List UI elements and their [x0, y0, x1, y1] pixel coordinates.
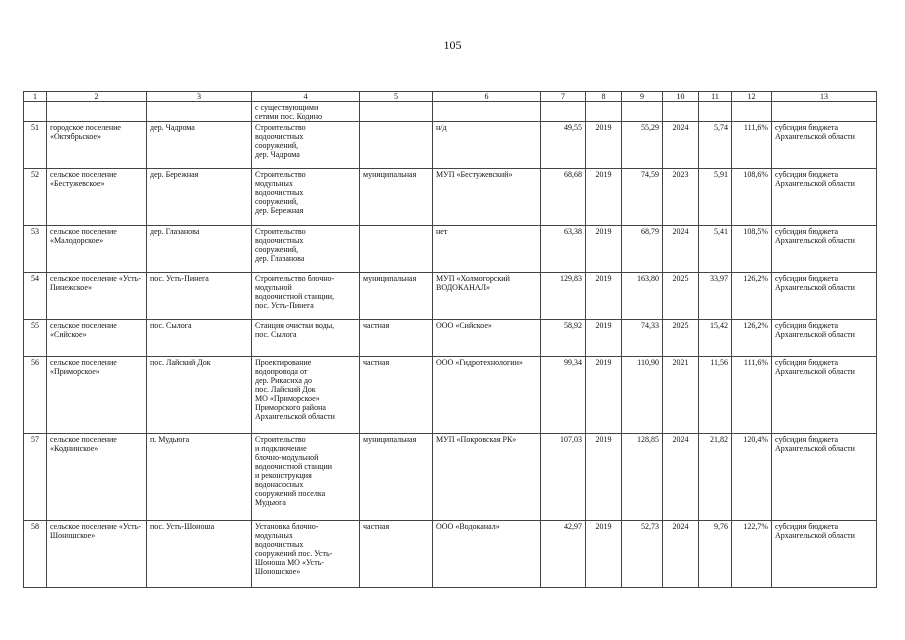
cell-col-9: [622, 102, 663, 122]
cell-line: водопровода от: [255, 367, 308, 376]
cell-line: пос. Усть-Пинега: [255, 301, 314, 310]
cell-line: МО «Приморское»: [255, 394, 320, 403]
cell-col-3: пос. Лайский Док: [147, 357, 252, 434]
cell-col-7: 68,68: [541, 169, 586, 226]
cell-col-5: [360, 226, 433, 273]
cell-col-12: 126,2%: [732, 320, 772, 357]
table-row: [24, 320, 877, 357]
cell-line: водоочистной станции: [255, 462, 333, 471]
cell-col-6: МУП «Холмогорский ВОДОКАНАЛ»: [433, 273, 541, 320]
column-header-12: 12: [732, 92, 772, 102]
cell-col-4: [252, 273, 360, 320]
cell-col-11: 9,76: [699, 521, 732, 588]
cell-col-7: 49,55: [541, 122, 586, 169]
cell-col-8: [586, 102, 622, 122]
cell-col-1: 56: [24, 357, 47, 434]
column-header-4: 4: [252, 92, 360, 102]
table-row: [24, 521, 877, 588]
cell-line: с существующими: [255, 103, 319, 112]
table-row: [24, 102, 877, 122]
cell-line: пос. Сылога: [255, 330, 297, 339]
cell-col-10: 2023: [663, 169, 699, 226]
cell-col-13: субсидия бюджета Архангельской области: [772, 169, 877, 226]
cell-col-12: 126,2%: [732, 273, 772, 320]
cell-col-9: 55,29: [622, 122, 663, 169]
cell-col-12: 111,6%: [732, 122, 772, 169]
cell-line: сооружений пос. Усть-: [255, 549, 333, 558]
cell-col-4: [252, 434, 360, 521]
cell-col-10: 2025: [663, 273, 699, 320]
cell-col-13: субсидия бюджета Архангельской области: [772, 357, 877, 434]
column-header-3: 3: [147, 92, 252, 102]
cell-col-2: сельское поселение «Приморское»: [47, 357, 147, 434]
cell-col-12: 111,6%: [732, 357, 772, 434]
cell-col-1: 57: [24, 434, 47, 521]
cell-col-13: субсидия бюджета Архангельской области: [772, 273, 877, 320]
cell-col-10: [663, 102, 699, 122]
table-row: [24, 122, 877, 169]
cell-col-4: [252, 357, 360, 434]
cell-col-4: [252, 226, 360, 273]
cell-col-2: сельское поселение «Малодорское»: [47, 226, 147, 273]
data-table: [23, 91, 877, 588]
cell-line: водонасосных: [255, 480, 304, 489]
column-header-7: 7: [541, 92, 586, 102]
cell-col-13: субсидия бюджета Архангельской области: [772, 434, 877, 521]
column-header-5: 5: [360, 92, 433, 102]
cell-col-1: [24, 102, 47, 122]
cell-line: дер. Рикасиха до: [255, 376, 313, 385]
cell-line: сооружений,: [255, 141, 299, 150]
cell-col-13: [772, 102, 877, 122]
cell-col-8: 2019: [586, 226, 622, 273]
column-header-11: 11: [699, 92, 732, 102]
cell-line: Строительство: [255, 435, 306, 444]
cell-col-11: 21,82: [699, 434, 732, 521]
cell-line: водоочистных: [255, 132, 304, 141]
cell-col-10: 2024: [663, 226, 699, 273]
cell-line: водоочистных: [255, 236, 304, 245]
cell-col-11: 15,42: [699, 320, 732, 357]
cell-col-4: [252, 521, 360, 588]
cell-line: Установка блочно-: [255, 522, 319, 531]
cell-col-9: 110,90: [622, 357, 663, 434]
cell-col-13: субсидия бюджета Архангельской области: [772, 226, 877, 273]
cell-col-12: [732, 102, 772, 122]
cell-line: модульных: [255, 531, 293, 540]
cell-col-8: 2019: [586, 273, 622, 320]
cell-col-1: 55: [24, 320, 47, 357]
cell-line: водоочистных: [255, 540, 304, 549]
cell-col-1: 58: [24, 521, 47, 588]
cell-col-9: 68,79: [622, 226, 663, 273]
cell-line: Строительство: [255, 170, 306, 179]
cell-col-13: субсидия бюджета Архангельской области: [772, 521, 877, 588]
cell-line: пос. Лайский Док: [255, 385, 316, 394]
cell-col-2: сельское поселение «Сийское»: [47, 320, 147, 357]
cell-col-7: 99,34: [541, 357, 586, 434]
cell-col-5: муниципальная: [360, 273, 433, 320]
cell-col-13: субсидия бюджета Архангельской области: [772, 122, 877, 169]
cell-col-10: 2021: [663, 357, 699, 434]
cell-col-10: 2024: [663, 521, 699, 588]
cell-col-12: 122,7%: [732, 521, 772, 588]
table-row: [24, 273, 877, 320]
cell-col-9: 74,59: [622, 169, 663, 226]
cell-col-6: ООО «Сийское»: [433, 320, 541, 357]
cell-col-5: [360, 122, 433, 169]
cell-col-3: п. Мудьюга: [147, 434, 252, 521]
cell-line: Шоношское»: [255, 567, 301, 576]
cell-col-1: 52: [24, 169, 47, 226]
cell-line: Станция очистки воды,: [255, 321, 335, 330]
table-row: [24, 357, 877, 434]
column-header-6: 6: [433, 92, 541, 102]
cell-col-2: [47, 102, 147, 122]
cell-col-5: муниципальная: [360, 169, 433, 226]
cell-line: модульной: [255, 283, 292, 292]
cell-col-11: 5,91: [699, 169, 732, 226]
cell-col-3: дер. Бережная: [147, 169, 252, 226]
cell-line: дер. Глазанова: [255, 254, 305, 263]
cell-line: водоочистных: [255, 188, 304, 197]
cell-col-4: [252, 169, 360, 226]
cell-col-4: [252, 320, 360, 357]
cell-col-3: дер. Глазанова: [147, 226, 252, 273]
cell-col-11: 11,56: [699, 357, 732, 434]
cell-line: сооружений,: [255, 245, 299, 254]
cell-line: сооружений,: [255, 197, 299, 206]
cell-col-11: 5,74: [699, 122, 732, 169]
cell-line: модульных: [255, 179, 293, 188]
cell-col-8: 2019: [586, 169, 622, 226]
cell-col-12: 120,4%: [732, 434, 772, 521]
cell-col-10: 2024: [663, 122, 699, 169]
cell-line: Строительство блочно-: [255, 274, 335, 283]
cell-col-11: 33,97: [699, 273, 732, 320]
cell-col-4: [252, 122, 360, 169]
table-row: [24, 169, 877, 226]
cell-col-8: 2019: [586, 521, 622, 588]
column-header-9: 9: [622, 92, 663, 102]
cell-col-2: сельское поселение «Усть-Пинежское»: [47, 273, 147, 320]
cell-col-2: городское поселение «Октябрьское»: [47, 122, 147, 169]
column-header-2: 2: [47, 92, 147, 102]
cell-col-4: [252, 102, 360, 122]
cell-col-10: 2024: [663, 434, 699, 521]
cell-line: Мудьюга: [255, 498, 286, 507]
cell-col-8: 2019: [586, 320, 622, 357]
cell-line: Строительство: [255, 123, 306, 132]
table-row: [24, 434, 877, 521]
table-header-row: [24, 92, 877, 102]
cell-col-5: частная: [360, 357, 433, 434]
cell-col-7: 129,83: [541, 273, 586, 320]
cell-col-11: [699, 102, 732, 122]
cell-col-9: 74,33: [622, 320, 663, 357]
cell-line: Строительство: [255, 227, 306, 236]
cell-col-2: сельское поселение «Коднинское»: [47, 434, 147, 521]
cell-col-6: нет: [433, 226, 541, 273]
cell-line: блочно-модульной: [255, 453, 319, 462]
cell-line: дер. Бережная: [255, 206, 304, 215]
cell-col-13: субсидия бюджета Архангельской области: [772, 320, 877, 357]
cell-col-12: 108,5%: [732, 226, 772, 273]
cell-col-5: частная: [360, 320, 433, 357]
cell-col-11: 5,41: [699, 226, 732, 273]
cell-col-7: 107,03: [541, 434, 586, 521]
cell-col-8: 2019: [586, 122, 622, 169]
cell-col-6: МУП «Покровская РК»: [433, 434, 541, 521]
cell-col-3: пос. Усть-Пинега: [147, 273, 252, 320]
page-number: 105: [443, 38, 462, 52]
cell-col-6: МУП «Бестужевский»: [433, 169, 541, 226]
cell-col-2: сельское поселение «Бестужевское»: [47, 169, 147, 226]
cell-col-7: 42,97: [541, 521, 586, 588]
cell-col-3: [147, 102, 252, 122]
cell-col-9: 128,85: [622, 434, 663, 521]
cell-line: дер. Чадрома: [255, 150, 300, 159]
cell-line: сооружений поселка: [255, 489, 326, 498]
column-header-13: 13: [772, 92, 877, 102]
cell-col-3: пос. Сылога: [147, 320, 252, 357]
cell-col-9: 52,73: [622, 521, 663, 588]
cell-col-5: частная: [360, 521, 433, 588]
cell-col-3: дер. Чадрома: [147, 122, 252, 169]
cell-col-10: 2025: [663, 320, 699, 357]
cell-col-8: 2019: [586, 434, 622, 521]
cell-line: сетями пос. Кодино: [255, 112, 322, 121]
cell-line: и подключение: [255, 444, 307, 453]
cell-col-7: 63,38: [541, 226, 586, 273]
cell-col-2: сельское поселение «Усть-Шоношское»: [47, 521, 147, 588]
cell-line: водоочистной станции,: [255, 292, 335, 301]
table-row: [24, 226, 877, 273]
cell-col-7: [541, 102, 586, 122]
cell-col-1: 51: [24, 122, 47, 169]
cell-line: и реконструкция: [255, 471, 312, 480]
cell-col-6: ООО «Водоканал»: [433, 521, 541, 588]
cell-col-9: 163,80: [622, 273, 663, 320]
cell-col-12: 108,6%: [732, 169, 772, 226]
cell-line: Архангельской области: [255, 412, 335, 421]
column-header-8: 8: [586, 92, 622, 102]
cell-line: Приморского района: [255, 403, 326, 412]
cell-col-8: 2019: [586, 357, 622, 434]
cell-col-1: 54: [24, 273, 47, 320]
column-header-1: 1: [24, 92, 47, 102]
cell-line: Проектирование: [255, 358, 312, 367]
cell-col-7: 58,92: [541, 320, 586, 357]
cell-col-6: н/д: [433, 122, 541, 169]
cell-col-5: [360, 102, 433, 122]
cell-col-5: муниципальная: [360, 434, 433, 521]
cell-col-3: пос. Усть-Шоноша: [147, 521, 252, 588]
cell-line: Шоноша МО «Усть-: [255, 558, 325, 567]
cell-col-6: [433, 102, 541, 122]
cell-col-6: ООО «Гидротехнологии»: [433, 357, 541, 434]
cell-col-1: 53: [24, 226, 47, 273]
column-header-10: 10: [663, 92, 699, 102]
